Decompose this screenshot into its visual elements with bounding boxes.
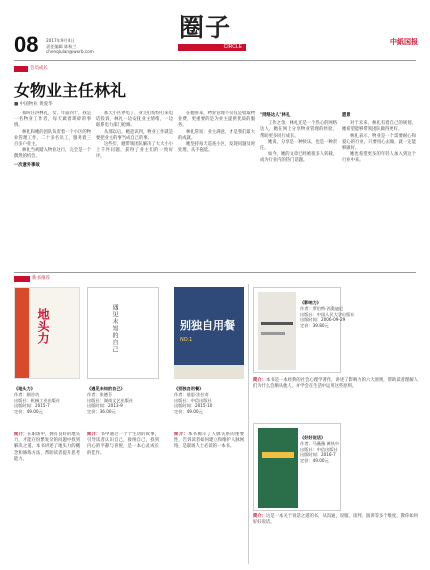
paragraph: 林礼当初踏入物业这行，完全是一个偶然的机会。 — [14, 148, 91, 160]
book-author: 作者：张德芬 — [87, 391, 113, 397]
article-col-5 — [342, 111, 416, 266]
book-title: 《好好说话》 — [300, 435, 326, 440]
book-info-1 — [14, 386, 80, 415]
paragraph: 她说，分享是一种快乐，也是一种责任。 — [260, 139, 337, 152]
email: chenqiulan@wxrb.com — [46, 49, 94, 54]
paragraph: 从那以后，她意识到，物业工作就是要把业主的事当成自己的事。 — [96, 129, 173, 141]
desc-label: 简介： — [174, 432, 189, 437]
article-col-3 — [178, 111, 255, 266]
desc-label: 简介： — [87, 432, 101, 437]
tag-marker — [14, 66, 28, 72]
cover-title: 遇见未知的自己 — [111, 304, 118, 353]
cover-title: 地头力 — [36, 308, 50, 344]
cover-subtitle: NO.1 — [180, 337, 193, 343]
book-info-2 — [87, 386, 159, 415]
date: 2017年9月4日 — [46, 38, 75, 43]
book-publisher: 出版社：中国人民大学出版社 — [300, 311, 355, 317]
book-price: 定价：49.00元 — [14, 409, 43, 415]
cover-title: 别独自用餐 — [180, 319, 235, 332]
cover-art — [258, 428, 298, 508]
subheading: "网络达人"林礼 — [260, 113, 291, 118]
book-price: 定价：49.00元 — [300, 458, 329, 464]
column-divider — [248, 284, 249, 564]
cover-band — [15, 288, 29, 378]
subheading: 愿景 — [342, 113, 351, 118]
book-date: 出版时间：2015-7 — [14, 403, 50, 409]
cover-stripe — [261, 322, 293, 325]
book-desc-2 — [87, 432, 159, 560]
book-date: 出版时间：2006-09-29 — [300, 317, 346, 323]
book-price: 定价：49.00元 — [174, 409, 203, 415]
paragraph: 她也希望更多的年轻人加入到这个行业中来。 — [342, 152, 416, 164]
cover-art — [258, 292, 296, 370]
top-tag: 会员成长 — [30, 66, 48, 71]
book-price: 定价：36.00元 — [87, 409, 116, 415]
book-date: 出版时间：2015-10 — [174, 403, 213, 409]
article-col-4 — [260, 111, 337, 266]
paragraph: 我叫汪洪林礼，女，年届四十，我是一名物业工作者，每天做着琐碎的事情。 — [14, 111, 91, 129]
paragraph: 那天小区停电了，业主们纷纷打来电话投诉，林礼一边安抚业主情绪，一边联系电力部门抢修。 — [96, 111, 173, 129]
page-header — [0, 0, 430, 57]
book-publisher: 出版社：机械工业出版社 — [14, 397, 61, 403]
date-line — [46, 38, 94, 55]
book-publisher: 出版社：中信出版社 — [300, 446, 338, 452]
article-col-1 — [14, 111, 91, 266]
section-title: 圈子 — [179, 13, 232, 42]
book-desc-5 — [253, 514, 418, 526]
tag-marker — [14, 276, 30, 282]
book-title: 《影响力》 — [300, 300, 321, 305]
book-desc-3 — [174, 432, 244, 560]
paragraph: 林礼常说：业主满意，才是我们最大的成就。 — [178, 129, 255, 141]
desc-label: 简介： — [253, 514, 267, 519]
article-headline: 女物业主任林礼 — [14, 81, 127, 100]
paragraph: 在她看来，物业管理不仅仅是收取物业费，更重要的是为业主提供优质的服务。 — [178, 111, 255, 129]
desc-text: 这是一本关于说话之道的书，从沟通、说服、谈判、演讲等多个维度，教你如何好好说话。 — [253, 514, 418, 526]
book-price: 定价：39.80元 — [300, 323, 329, 329]
desc-text: 在职场中，拥有良好的地头力，才能在纷繁复杂的问题中找到解决之道。本书讲述了地头力的概念和修炼方法，帮助读者提升思考能力。 — [14, 432, 80, 462]
editor: 责任编辑 陈秋兰 — [46, 43, 77, 49]
paragraph: 林礼和她的团队负责着一个小区的物业管理工作，二十多名员工，服务着三百多户业主。 — [14, 129, 91, 148]
paragraph: 工作之余，林礼还是一个热心的网络达人，她在网上分享物业管理的经验，帮助更多同行成长。 — [260, 121, 337, 139]
book-publisher: 出版社：中信出版社 — [174, 397, 212, 403]
subheading: 一次意外事故 — [14, 162, 40, 168]
paragraph: 这些年，她带领团队解决了大大小小上千件问题，获得了业主们的一致好评。 — [96, 142, 173, 160]
book-author: 作者：细谷功 — [14, 391, 40, 397]
book-author: 作者：基思·法拉奇 — [174, 391, 209, 397]
book-publisher: 出版社：湖南文艺出版社 — [87, 397, 134, 403]
paragraph: 对于未来，林礼有着自己的规划，她希望能够带领团队做得更好。 — [342, 121, 416, 133]
book-info-4 — [300, 300, 410, 329]
book-title: 《遇见未知的自己》 — [87, 386, 125, 391]
desc-label: 简介： — [14, 432, 28, 437]
logo: 中紙国报 — [390, 37, 418, 46]
book-date: 出版时间：2016-7 — [300, 452, 336, 458]
cover-stripe — [261, 332, 285, 335]
desc-text: 书中通过一个个生动的故事，引导读者认识自己，接纳自己，找到内心的平静与喜悦，是一本心灵成长的佳作。 — [87, 432, 159, 456]
book-info-5 — [300, 435, 410, 464]
book-cover-1 — [14, 287, 80, 379]
paragraph: 林礼表示，物业是一个需要耐心和爱心的行业，只要用心去做，就一定能够做好。 — [342, 133, 416, 152]
paragraph: 她坚持每天巡查小区，发现问题及时处理，从不拖延。 — [178, 142, 255, 154]
cover-stripe — [262, 452, 294, 458]
book-cover-2 — [87, 287, 159, 379]
top-rule — [14, 60, 416, 61]
paragraph: 如今，她的文章已经被很多人转载，成为行业内的热门话题。 — [260, 152, 337, 164]
book-info-3 — [174, 386, 244, 415]
book-desc-1 — [14, 432, 80, 560]
desc-text: 本书揭示了人脉关系的重要性，告诉读者如何建立和维护人脉网络，是职场人士必读的一本书。 — [174, 432, 244, 450]
book-cover-3 — [174, 287, 244, 379]
book-author: 作者：罗伯特·西奥迪尼 — [300, 305, 344, 311]
book-desc-4 — [253, 378, 418, 390]
desc-label: 简介： — [253, 378, 267, 383]
bottom-tag: 新书推荐 — [32, 276, 50, 281]
middle-rule — [14, 272, 416, 273]
section-label-en: CIRCLE — [178, 44, 246, 51]
book-date: 出版时间：2013-9 — [87, 403, 123, 409]
book-title: 《别独自用餐》 — [174, 386, 204, 391]
cover-strip — [174, 365, 244, 379]
book-title: 《地头力》 — [14, 386, 35, 391]
article-col-2 — [96, 111, 173, 266]
book-author: 作者：马薇薇 黄执中 — [300, 440, 340, 446]
page-number: 08 — [14, 32, 39, 57]
article-byline: ■ 中国物业 黄爱华 — [14, 102, 53, 107]
desc-text: 本书是一本经典的社会心理学著作，讲述了影响力的六大原则，帮助读者理解人们为什么会顺从他人，并学会在生活中运用这些原则。 — [253, 378, 418, 390]
